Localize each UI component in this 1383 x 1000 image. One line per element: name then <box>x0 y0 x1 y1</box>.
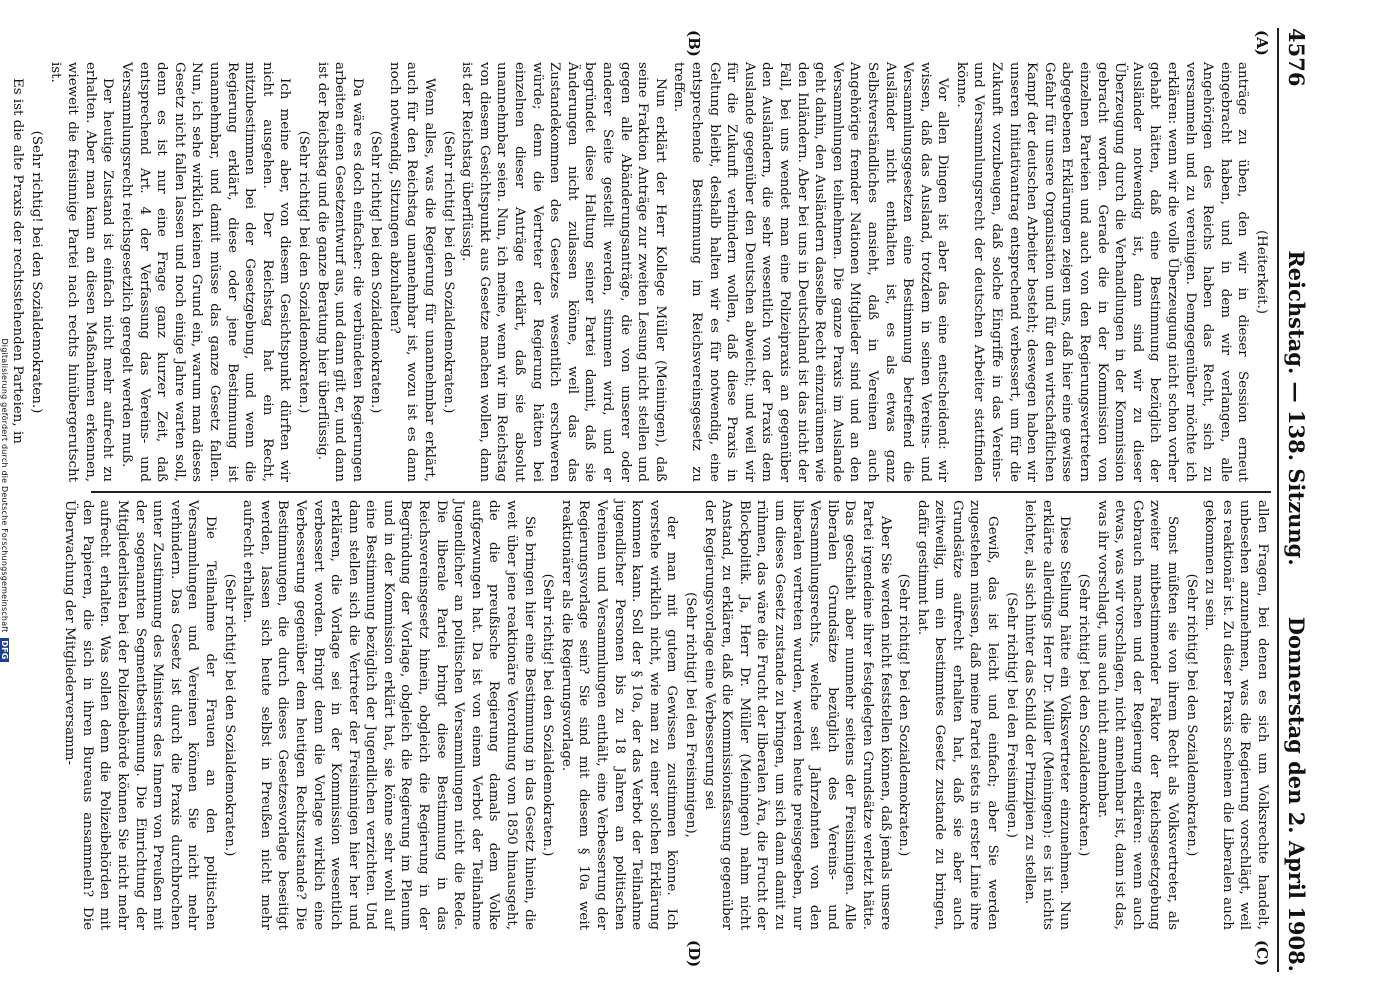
interjection: (Sehr richtig! bei den Sozialdemokraten.) <box>1183 573 1199 857</box>
paragraph: Aber Sie werden nicht feststellen können, daß jemals unsere Partei irgendeine ihrer festgelegten Grundsätze verletzt hätte. Das geschieht aber nunmehr seitens der Freisinnigen. Alle liberalen Grundsätze bezüglich des Vereins- und Versammlungsrechts, welche seit Jahrzehnten von den liberalen vertreten wurden, werden heute preisgegeben, nur um dieses Gesetz zustande zu bringen, um sich dann damit zu rühmen, das wäre die Frucht der liberalen Ära, die Frucht der Blockpolitik. Ja, Herr Dr. Müller (Meiningen) nahm nicht Anstand, zu erklären, daß die Kommissionsfassung gegenüber der Regierungsvorlage eine Verbesserung sei <box>701 500 893 930</box>
interjection: (Sehr richtig! bei den Freisinnigen), <box>683 592 698 838</box>
footer-text: Digitalisierung gefördert durch die Deutsche Forschungsgemeinschaft <box>0 338 9 633</box>
right-column <box>62 500 1271 930</box>
interjection: (Sehr richtig! bei den Sozialdemokraten.) <box>540 573 556 857</box>
session-date: Donnerstag den 2. April 1908. <box>1284 616 1309 972</box>
paragraph: Sonst müßten sie von ihrem Recht als Volksvertreter, als zweiter mitbestimmender Faktor der Reichsgesetzgebung Gebrauch machen und der Regierung erklären: wenn auch etwas, was wir vorschlagen, nicht annehmbar ist, dann ist das, was ihr vorschlagt, uns auch nicht annehmbar. <box>1094 500 1181 930</box>
paragraph: der man mit gutem Gewissen zustimmen könne. Ich verstehe wirklich nicht, wie man zu einer solchen Erklärung kommen kann. Soll der § 10a, der das Verbot der Teilnahme jugendlicher Personen bis zu 18 Jahren an politischen Vereinen und Versammlungen enthält, eine Verbesserung der Regierungsvorlage sein? Sie sind mit diesem § 10a weit reaktionärer als die Regierungsvorlage. <box>558 500 680 930</box>
paragraph: Es ist die alte Praxis der rechtsstehenden Parteien, in <box>10 78 26 444</box>
margin-marker-c: (C) <box>1253 940 1271 967</box>
page-header <box>1279 28 1313 972</box>
session-title: Reichstag. — 138. Sitzung. <box>1284 250 1309 566</box>
header-rule <box>1277 28 1279 972</box>
paragraph: Gewiß, das ist leicht und einfach; aber Sie werden zugestehen müssen, daß meine Partei stets in erster Linie ihre Grundsätze aufrecht erhalten hat, daß sie aber auch zeitweilig, um ein bestimmtes Gesetz zustande zu bringen, dafür gestimmt hat. <box>914 500 1001 930</box>
paragraph: Ich meine aber, von diesem Gesichtspunkt dürften wir nicht ausgehen. Der Reichstag hat ein Recht, mitzubestimmen bei der Gesetzgebung, und wenn die Regierung erklärt, diese oder jene Bestimmung ist unannehmbar, und damit müsse das ganze Gesetz fallen. Nun, ich sehe wirklich keinen Grund ein, warum man dieses Gesetz nicht fallen lassen und noch einige Jahre warten soll, denn es ist nur eine Frage ganz kurzer Zeit, daß entsprechend Art. 4 der Verfassung das Vereins- und Versammlungsrecht reichsgesetzlich geregelt werden muß. <box>119 62 293 482</box>
margin-marker-d: (D) <box>685 940 703 968</box>
paragraph: Vor allen Dingen ist aber das eine entscheidend: wir wissen, daß das Ausland, trotzdem in seinen Vereins- und Versammlungsgesetzen eine Bestimmung betreffend die Ausländer nicht enthalten ist, es als etwas ganz Selbstverständliches ansieht, daß in Vereinen auch Angehörige fremder Nationen Mitglieder sind und an den Versammlungen teilnehmen. Die ganze Praxis im Auslande geht dahin, den Ausländern dasselbe Recht einzuräumen wie den Inländern. Aber bei uns in Deutschland ist das nicht der Fall, bei uns wendet man eine Polizeipraxis an gegenüber den Ausländern, die sehr wesentlich von der Praxis dem Auslande gegenüber den Deutschen abweicht; und weil wir für die Zukunft verhindern wollen, daß diese Praxis in Geltung bleibt, deshalb halten wir es für notwendig, eine entsprechende Bestimmung im Reichsvereinsgesetz zu treffen. <box>671 62 951 482</box>
paragraph: Da wäre es doch einfacher: die verbündeten Regierungen arbeiten einen Gesetzentwurf aus, und dann gilt er, und dann ist der Reichstag und die ganze Beratung hier überflüssig. <box>314 62 365 482</box>
paragraph: Sie bringen hier eine Bestimmung in das Gesetz hinein, die weit über jene reaktionäre Verordnung vom 1850 hinausgeht, die die preußische Regierung damals dem Volke aufgezwungen hat. Da ist von einem Verbot der Teilnahme Jugendlicher an politischen Versammlungen nicht die Rede. Die liberale Partei bringt diese Bestimmung in das Reichsvereinsgesetz hinein, obgleich die Regierung in der Begründung der Vorlage, obgleich die Regierung im Plenum und in der Kommission erklärt hat, sie könne sehr wohl auf eine Bestimmung bezüglich der Jugendlichen verzichten. Und dann stellen sich die Vertreter der Freisinnigen hier her und erklären, die Vorlage sei in der Kommission wesentlich verbessert worden. Bringt denn die Vorlage wirklich eine Verbesserung gegenüber dem heutigen Rechtszustande? Die Bestimmungen, die durch dieses Gesetzesvorlage beseitigt werden, lassen sich heute selbst in Preußen nicht mehr aufrecht erhalten. <box>240 500 537 930</box>
page-number: 4576 <box>1284 28 1309 87</box>
footer-credit <box>0 0 9 1000</box>
interjection: (Sehr richtig! bei den Sozialdemokraten.) <box>1076 573 1092 857</box>
interjection: (Sehr richtig! bei den Sozialdemokraten.) <box>440 130 456 414</box>
margin-marker-b: (B) <box>685 30 703 57</box>
paragraph: Nun erklärt der Herr Kollege Müller (Meiningen), daß seine Fraktion Anträge zur zweiten Lesung nicht stellen und gegen alle Abänderungsanträge, die von unserer oder anderer Seite gestellt werden, stimmen wird, und er begründet diese Haltung seiner Partei damit, daß sie Änderungen nicht zulassen könne, weil das das Zustandekommen des Gesetzes wesentlich erschweren würde; denn die Vertreter der Regierung hätten bei einzelnen dieser Anträge erklärt, daß sie absolut unannehmbar seien. Nun, ich meine, wenn wir im Reichstag von diesem Gesichtspunkt aus Gesetze machen wollen, dann ist der Reichstag überflüssig. <box>459 62 668 482</box>
paragraph: Der heutige Zustand ist einfach nicht mehr aufrecht zu erhalten. Aber man kann an diesen Maßnahmen erkennen, wieweit die freisinnige Partei nach rechts hinübergerutscht ist. <box>47 62 116 482</box>
paragraph: Die Teilnahme der Frauen an den politischen Versammlungen und Vereinen können Sie nicht mehr verhindern. Das Gesetz ist durch die Praxis durchbrochen unter Zustimmung des Ministers des Innern von Preußen mit der sogenannten Segmentbestimmung. Die Einrichtung der Mitgliederlisten bei der Polizeibehörde können Sie nicht mehr aufrecht erhalten. Was sollen denn die Polizeibehörden mit den Papieren, die sich in ihren Bureaus ansammeln? Die Überwachung der Mitgliederversamm- <box>62 500 218 930</box>
dfg-logo: DFG <box>0 640 9 660</box>
paragraph: allen Fragen, bei denen es sich um Volksrechte handelt, unbesehen anzunehmen, was die Regierung vorschlägt, weil es reaktionär ist. Zu dieser Praxis scheinen die Liberalen auch gekommen zu sein. <box>1202 500 1270 930</box>
interjection: (Sehr richtig! bei den Sozialdemokraten.) <box>221 573 237 857</box>
paragraph: anträge zu üben, den wir in dieser Session erneut eingebracht haben, und in dem wir verlangen, alle Angehörigen des Reichs haben das Recht, sich zu versammeln und zu vereinigen. Demgegenüber möchte ich erklären: wenn wir die volle Überzeugung nicht schon vorher gehabt hätten, daß eine Bestimmung bezüglich der Ausländer notwendig ist, dann sind wir zu dieser Überzeugung durch die Verhandlungen in der Kommission gebracht worden. Gerade die in der Kommission von einzelnen Parteien und auch von den Regierungsvertretern abgegebenen Erklärungen zeigen uns, daß hier eine gewisse Gefahr für unsere Organisation und für den wirtschaftlichen Kampf der deutschen Arbeiter besteht; deswegen haben wir unseren Initiativantrag entsprechend verbessert, um für die Zukunft vorzubeugen, daß solche Eingriffe in das Vereins- und Versammlungsrecht der deutschen Arbeiter stattfinden könne. <box>953 62 1251 482</box>
paragraph: Wenn alles, was die Regierung für unannehmbar erklärt, auch für den Reichstag unannehmbar ist, wozu ist es dann noch notwendig, Sitzungen abzuhalten? <box>386 62 438 482</box>
margin-marker-a: (A) <box>1253 30 1271 56</box>
interjection: (Sehr richtig! bei den Sozialdemokraten.) <box>29 130 45 414</box>
left-column <box>10 62 1271 482</box>
paragraph: Diese Stellung hätte ein Volksvertreter einzunehmen. Nun erklärte allerdings Herr Dr. Müller (Meiningen): es ist nichts leichter, als sich hinter das Schild der Prinzipien zu stellen. <box>1022 500 1073 930</box>
interjection: (Sehr richtig! bei den Sozialdemokraten.) <box>368 130 384 414</box>
column-rule <box>91 491 1271 493</box>
interjection: (Sehr richtig! bei den Freisinnigen.) <box>1003 592 1019 838</box>
interjection: (Heiterkeit.) <box>1254 230 1269 314</box>
interjection: (Sehr richtig! bei den Sozialdemokraten.) <box>896 573 912 857</box>
interjection: (Sehr richtig! bei den Sozialdemokraten.) <box>295 130 311 414</box>
